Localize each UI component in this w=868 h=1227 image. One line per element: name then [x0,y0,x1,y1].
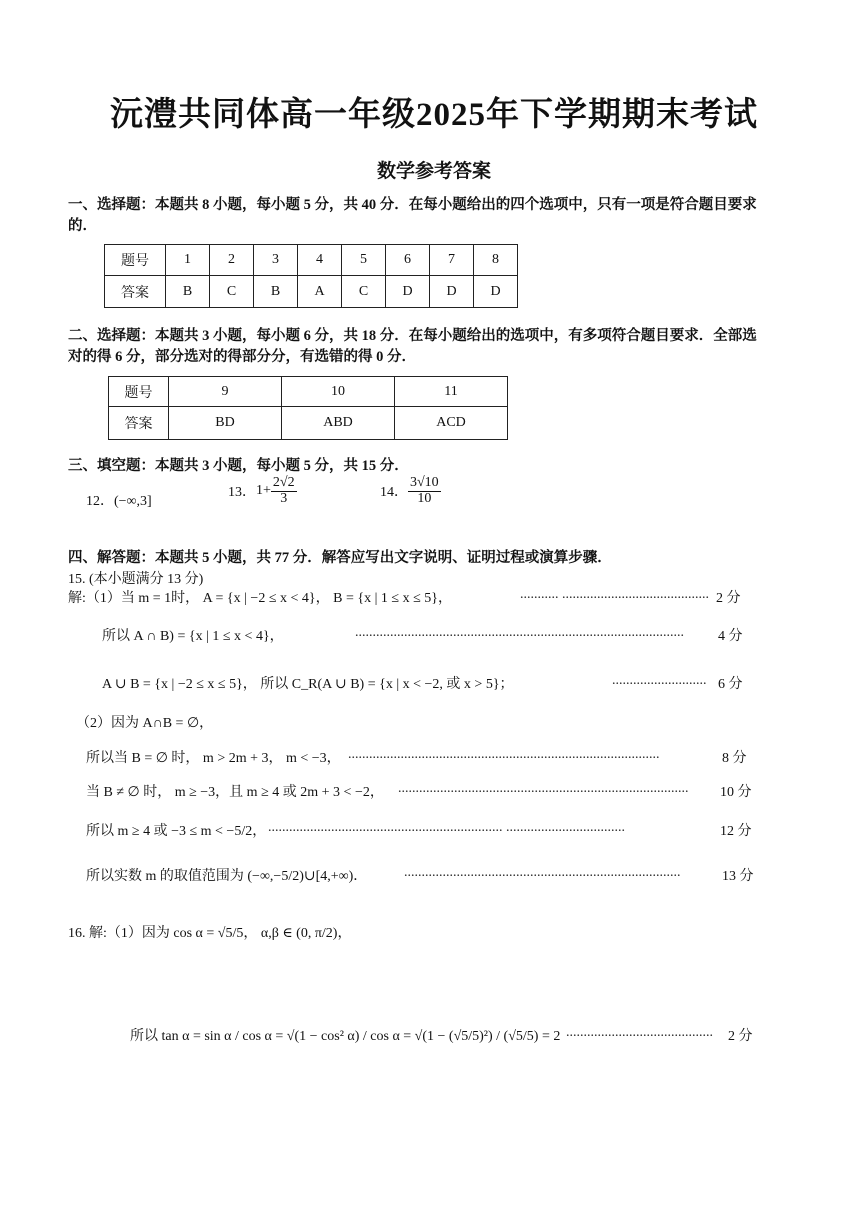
table-cell: B [166,276,210,308]
q13-prefix: 1+ [256,483,271,499]
q15-line-2: 所以 A ∩ B) = {x | 1 ≤ x < 4}， [102,629,284,644]
page-title: 沅澧共同体高一年级2025年下学期期末考试 [110,97,758,133]
table-cell: 5 [342,245,386,276]
table-cell: C [210,276,254,308]
q14-label: 14． [380,485,408,501]
q16-line-1: 16. 解:（1）因为 cos α = √5/5， α,β ∈ (0, π/2)， [68,926,352,941]
table-cell: 题号 [109,377,169,407]
dot-leader: ................................................................... .................................. [268,820,625,835]
table-cell: 3 [254,245,298,276]
table-cell: B [254,276,298,308]
section1-answer-table [104,244,518,308]
section4-header: 四、解答题：本题共 5 小题，共 77 分．解答应写出文字说明、证明过程或演算步骤． [68,550,612,566]
table-cell: 题号 [105,245,166,276]
table-cell: D [386,276,430,308]
score: 13 分 [722,869,754,884]
q13-fraction [271,476,297,506]
q13-denominator: 3 [280,490,288,506]
table-cell: 9 [169,377,282,407]
score: 12 分 [720,824,752,839]
q13-answer [228,476,297,506]
q15-line-7: 所以 m ≥ 4 或 −3 ≤ m < −5/2， [86,824,267,839]
dot-leader: .......................................... [566,1025,713,1040]
dot-leader: ........................... [612,673,707,688]
q14-denominator: 10 [417,490,432,506]
table-row [109,407,508,440]
q15-line-3: A ∪ B = {x | −2 ≤ x ≤ 5}， 所以 C_R(A ∪ B) = {x | x < −2, 或 x > 5}； [102,677,514,692]
score: 6 分 [718,677,743,692]
table-cell: D [474,276,518,308]
score: 8 分 [722,751,747,766]
q15-line-5: 所以当 B = ∅ 时， m > 2m + 3， m < −3， [86,751,341,766]
section1-header-line1: 一、选择题：本题共 8 小题，每小题 5 分，共 40 分．在每小题给出的四个选项中，只有一项是符合题目要求 [68,197,757,213]
q14-fraction [408,476,441,506]
table-row [109,377,508,407]
dot-leader: ................................................................................... [398,781,689,796]
table-cell: ABD [282,407,395,440]
table-cell: ACD [395,407,508,440]
q15-line-4: （2）因为 A∩B = ∅， [76,716,214,731]
table-cell: 7 [430,245,474,276]
section2-answer-table [108,376,508,440]
q13-label: 13． [228,485,256,501]
dot-leader: .............................................................................................. [355,625,684,640]
table-cell: BD [169,407,282,440]
q16-line-2: 所以 tan α = sin α / cos α = √(1 − cos² α) / cos α = √(1 − (√5/5)²) / (√5/5) = 2 [130,1029,561,1044]
table-cell: 2 [210,245,254,276]
score: 4 分 [718,629,743,644]
table-cell: 6 [386,245,430,276]
q15-line-1: 解:（1）当 m = 1时， A = {x | −2 ≤ x < 4}， B = {x | 1 ≤ x ≤ 5}， [68,591,452,606]
dot-leader: ............................................................................... [404,865,681,880]
section1-header-line2: 的． [68,218,97,234]
table-cell: A [298,276,342,308]
q12-label: 12． [86,494,114,509]
score: 2 分 [716,591,741,606]
q12-answer [86,490,152,510]
score: 10 分 [720,785,752,800]
table-cell: 答案 [105,276,166,308]
q14-answer [380,476,441,506]
page-subtitle: 数学参考答案 [376,161,491,182]
q15-line-8: 所以实数 m 的取值范围为 (−∞,−5/2)∪[4,+∞)． [86,869,368,884]
section2-header-line1: 二、选择题：本题共 3 小题，每小题 6 分，共 18 分．在每小题给出的选项中，有多项符合题目要求．全部选 [68,328,757,344]
table-cell: 答案 [109,407,169,440]
table-cell: 4 [298,245,342,276]
section3-header: 三、填空题：本题共 3 小题，每小题 5 分，共 15 分． [68,458,409,474]
dot-leader: ......................................................................................... [348,747,660,762]
table-cell: 8 [474,245,518,276]
table-row [105,276,518,308]
table-cell: 1 [166,245,210,276]
q13-numerator: 2√2 [272,475,295,490]
table-cell: C [342,276,386,308]
dot-leader: ........... .......................................... [520,587,709,602]
table-cell: 10 [282,377,395,407]
q15-title: 15. (本小题满分 13 分) [68,572,204,587]
score: 2 分 [728,1029,753,1044]
table-row [105,245,518,276]
section2-header-line2: 对的得 6 分，部分选对的得部分分，有选错的得 0 分． [68,349,416,365]
q12-value: (−∞,3] [114,494,152,509]
q14-numerator: 3√10 [410,475,439,490]
table-cell: 11 [395,377,508,407]
table-cell: D [430,276,474,308]
q15-line-6: 当 B ≠ ∅ 时， m ≥ −3，且 m ≥ 4 或 2m + 3 < −2， [86,785,384,800]
